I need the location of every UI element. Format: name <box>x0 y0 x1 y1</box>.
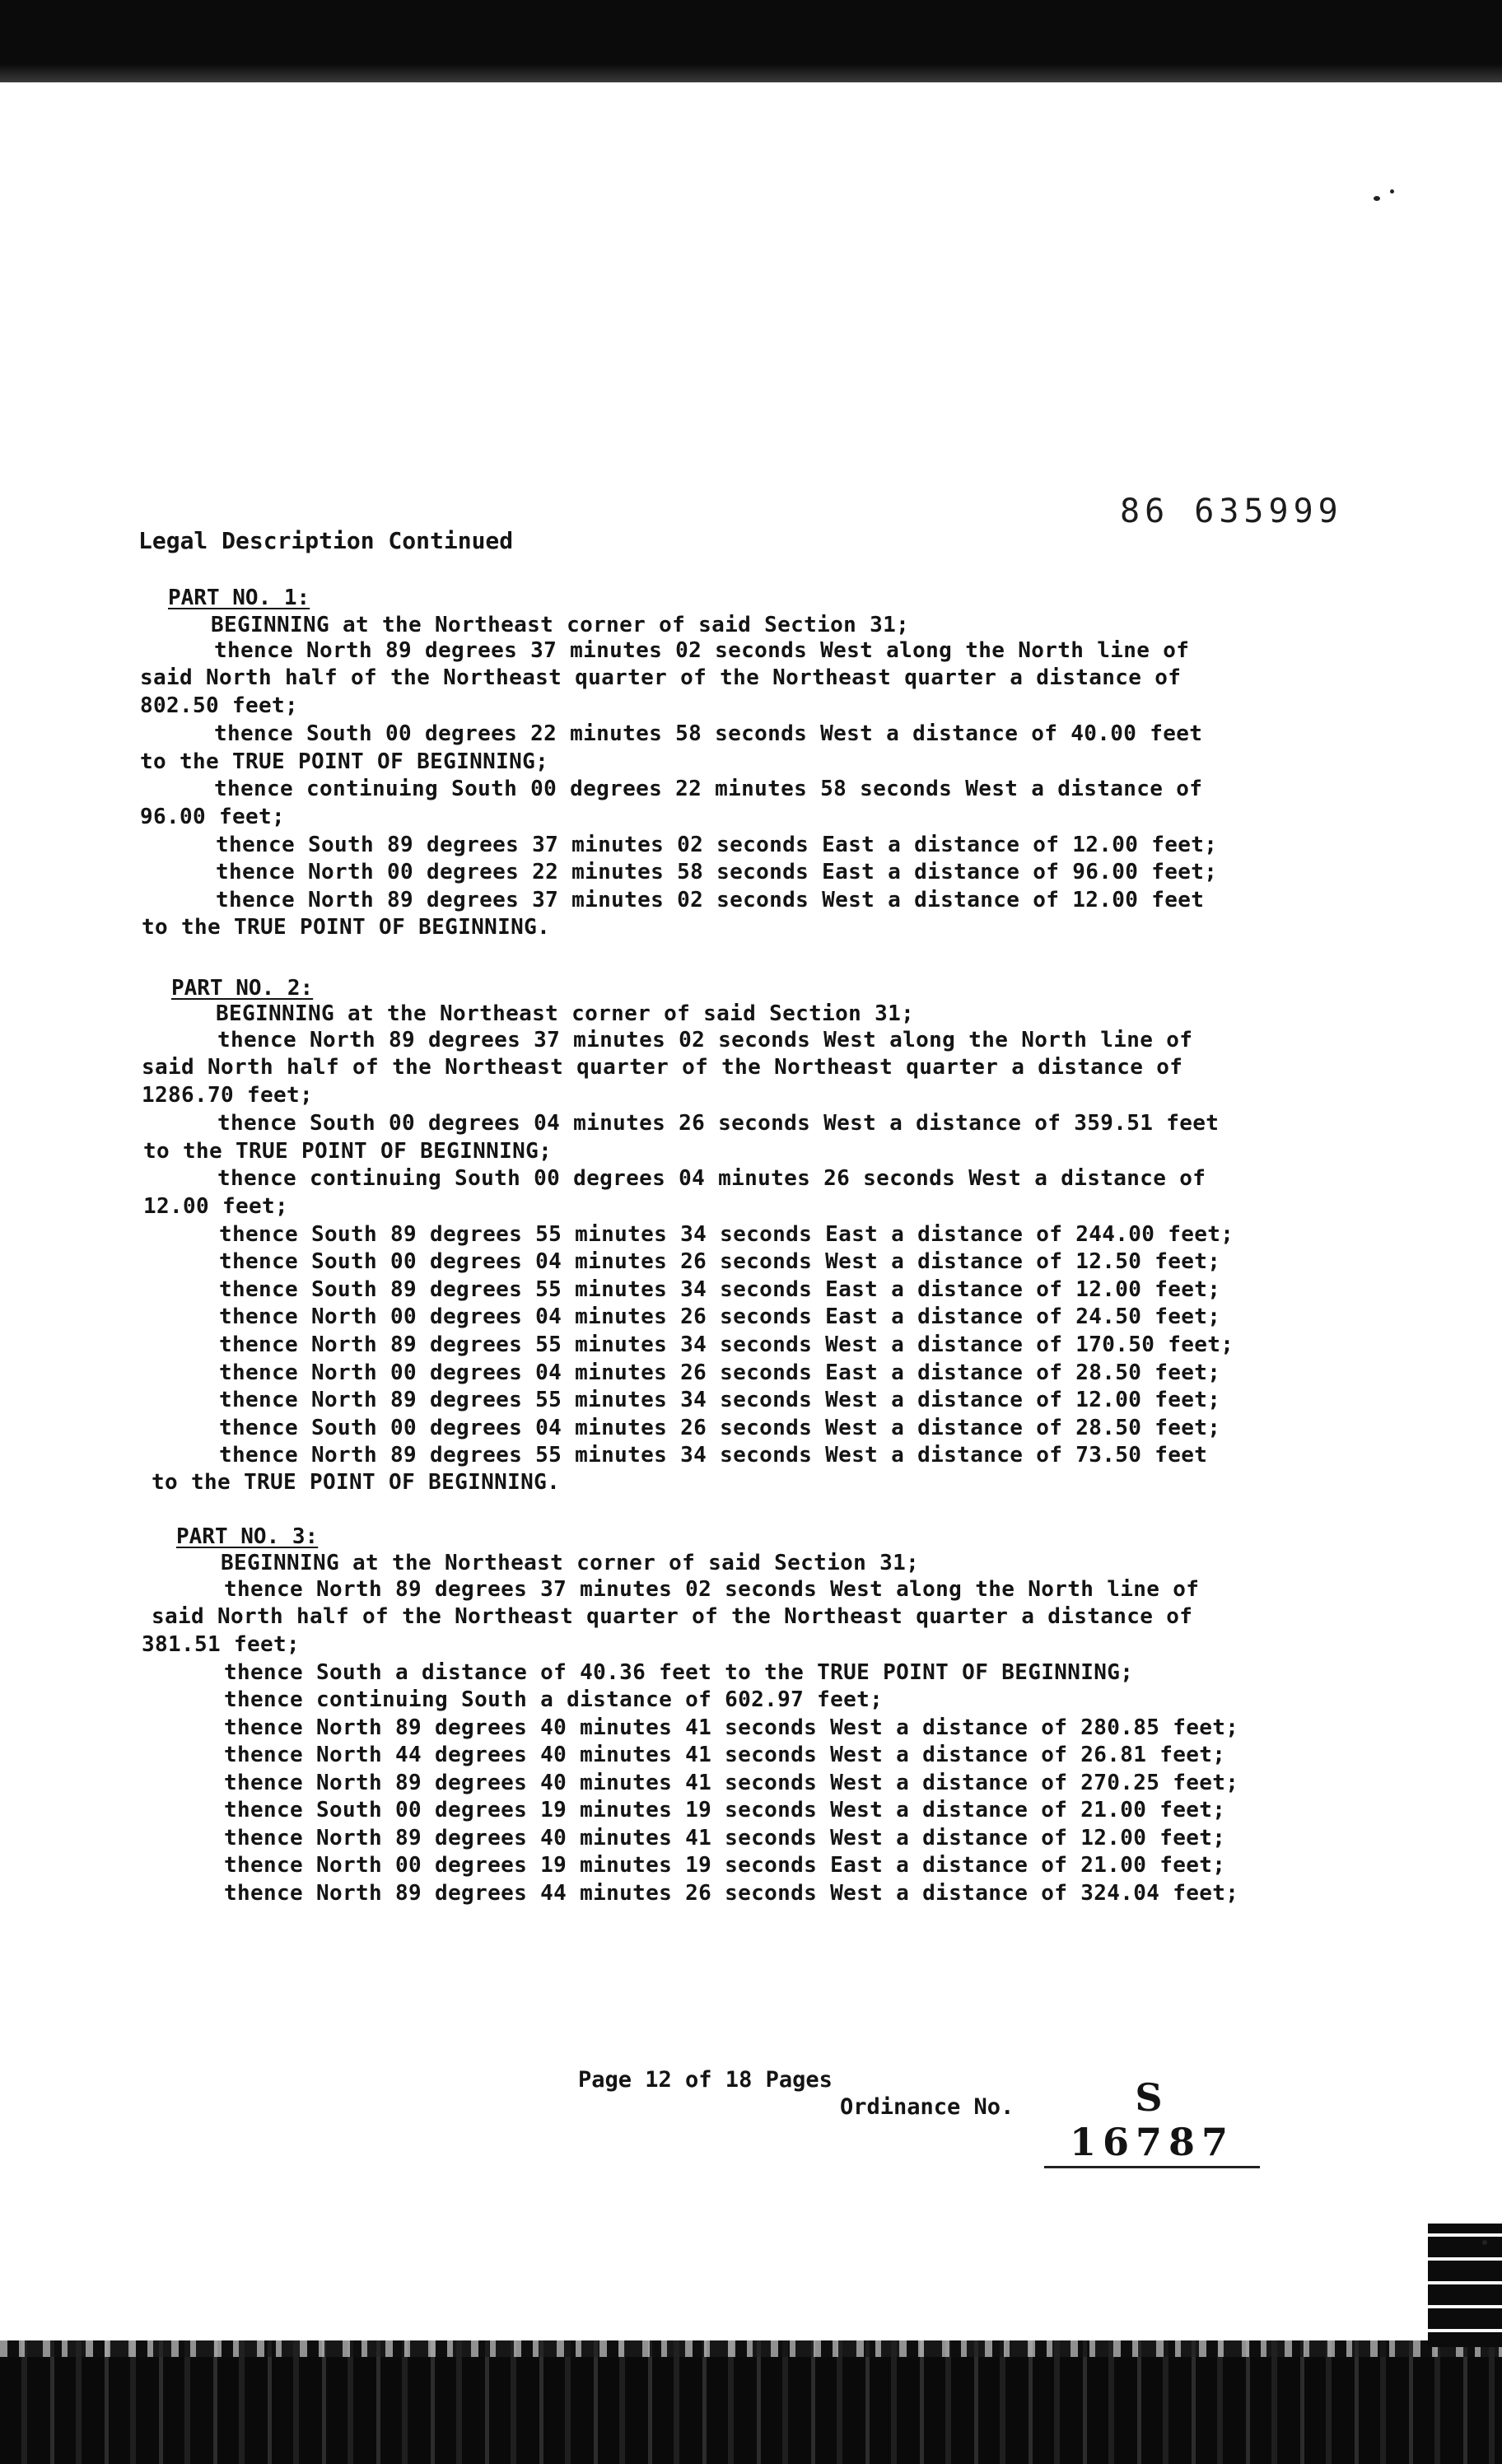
part-1-line: to the TRUE POINT OF BEGINNING. <box>142 915 551 940</box>
part-2-line: thence continuing South 00 degrees 04 minutes 26 seconds West a distance of <box>217 1166 1206 1191</box>
scan-border-bottom <box>0 2340 1502 2464</box>
part-3-line: thence continuing South a distance of 602.97 feet; <box>224 1687 884 1712</box>
part-3-line: thence North 00 degrees 19 minutes 19 seconds East a distance of 21.00 feet; <box>224 1853 1226 1878</box>
part-2-line: to the TRUE POINT OF BEGINNING; <box>143 1139 553 1164</box>
part-2-line: thence North 00 degrees 04 minutes 26 seconds East a distance of 24.50 feet; <box>219 1304 1221 1329</box>
part-1-line: 96.00 feet; <box>140 805 286 829</box>
part-3-line: BEGINNING at the Northeast corner of said Section 31; <box>221 1551 920 1575</box>
scan-speck <box>1390 189 1394 194</box>
part-2-line: said North half of the Northeast quarter of the Northeast quarter a distance of <box>142 1055 1183 1080</box>
part-2-line: thence South 00 degrees 04 minutes 26 seconds West a distance of 28.50 feet; <box>219 1416 1221 1440</box>
part-2-line: thence North 89 degrees 55 minutes 34 seconds West a distance of 170.50 feet; <box>219 1332 1234 1357</box>
part-1-line: thence continuing South 00 degrees 22 minutes 58 seconds West a distance of <box>214 777 1203 801</box>
part-1-line: thence North 89 degrees 37 minutes 02 seconds West a distance of 12.00 feet <box>216 888 1205 912</box>
part-2-line: thence South 89 degrees 55 minutes 34 seconds East a distance of 244.00 feet; <box>219 1222 1234 1247</box>
scan-edge-right <box>1428 2224 1502 2347</box>
part-3-label: PART NO. 3: <box>176 1524 319 1549</box>
part-3-line: thence South 00 degrees 19 minutes 19 seconds West a distance of 21.00 feet; <box>224 1798 1226 1822</box>
ordinance-label: Ordinance No. <box>840 2094 1015 2120</box>
part-1-line: to the TRUE POINT OF BEGINNING; <box>140 749 549 774</box>
part-2-line: thence South 89 degrees 55 minutes 34 seconds East a distance of 12.00 feet; <box>219 1277 1221 1302</box>
part-3-line: thence North 89 degrees 44 minutes 26 seconds West a distance of 324.04 feet; <box>224 1881 1239 1906</box>
part-1-line: thence North 89 degrees 37 minutes 02 seconds West along the North line of <box>214 638 1190 663</box>
part-2-line: to the TRUE POINT OF BEGINNING. <box>152 1470 561 1495</box>
scan-border-top <box>0 0 1502 82</box>
part-1-line: thence North 00 degrees 22 minutes 58 seconds East a distance of 96.00 feet; <box>216 860 1218 884</box>
part-3-line: 381.51 feet; <box>142 1632 301 1657</box>
part-3-line: said North half of the Northeast quarter of the Northeast quarter a distance of <box>152 1604 1193 1629</box>
part-2-line: thence North 89 degrees 55 minutes 34 seconds West a distance of 12.00 feet; <box>219 1388 1221 1412</box>
part-1-line: said North half of the Northeast quarter of the Northeast quarter a distance of <box>140 665 1182 690</box>
part-1-line: BEGINNING at the Northeast corner of said Section 31; <box>211 613 910 637</box>
part-2-line: thence South 00 degrees 04 minutes 26 seconds West a distance of 359.51 feet <box>217 1111 1220 1136</box>
part-2-line: thence North 89 degrees 55 minutes 34 seconds West a distance of 73.50 feet <box>219 1443 1208 1468</box>
part-3-line: thence North 89 degrees 40 minutes 41 seconds West a distance of 270.25 feet; <box>224 1771 1239 1795</box>
ordinance-number: S 16787 <box>1044 2075 1260 2168</box>
part-2-line: thence South 00 degrees 04 minutes 26 seconds West a distance of 12.50 feet; <box>219 1249 1221 1274</box>
part-1-line: 802.50 feet; <box>140 693 299 718</box>
part-2-line: thence North 00 degrees 04 minutes 26 seconds East a distance of 28.50 feet; <box>219 1360 1221 1385</box>
part-1-label: PART NO. 1: <box>168 586 310 610</box>
part-2-label: PART NO. 2: <box>171 976 314 1001</box>
part-2-line: 1286.70 feet; <box>142 1083 314 1108</box>
part-3-line: thence North 89 degrees 37 minutes 02 seconds West along the North line of <box>224 1577 1200 1602</box>
part-1-line: thence South 00 degrees 22 minutes 58 seconds West a distance of 40.00 feet <box>214 721 1203 746</box>
part-2-line: 12.00 feet; <box>143 1194 289 1219</box>
part-3-line: thence North 89 degrees 40 minutes 41 seconds West a distance of 12.00 feet; <box>224 1826 1226 1850</box>
part-1-line: thence South 89 degrees 37 minutes 02 seconds East a distance of 12.00 feet; <box>216 833 1218 857</box>
page-number: Page 12 of 18 Pages <box>578 2067 833 2093</box>
page-heading: Legal Description Continued <box>138 527 514 554</box>
recording-number: 86 635999 <box>1120 492 1343 530</box>
scan-speck <box>1374 196 1380 201</box>
scan-speck <box>1482 2240 1487 2245</box>
part-3-line: thence South a distance of 40.36 feet to the TRUE POINT OF BEGINNING; <box>224 1660 1134 1685</box>
part-2-line: thence North 89 degrees 37 minutes 02 seconds West along the North line of <box>217 1028 1193 1052</box>
part-2-line: BEGINNING at the Northeast corner of said Section 31; <box>216 1001 915 1026</box>
part-3-line: thence North 89 degrees 40 minutes 41 seconds West a distance of 280.85 feet; <box>224 1715 1239 1740</box>
part-3-line: thence North 44 degrees 40 minutes 41 seconds West a distance of 26.81 feet; <box>224 1743 1226 1767</box>
